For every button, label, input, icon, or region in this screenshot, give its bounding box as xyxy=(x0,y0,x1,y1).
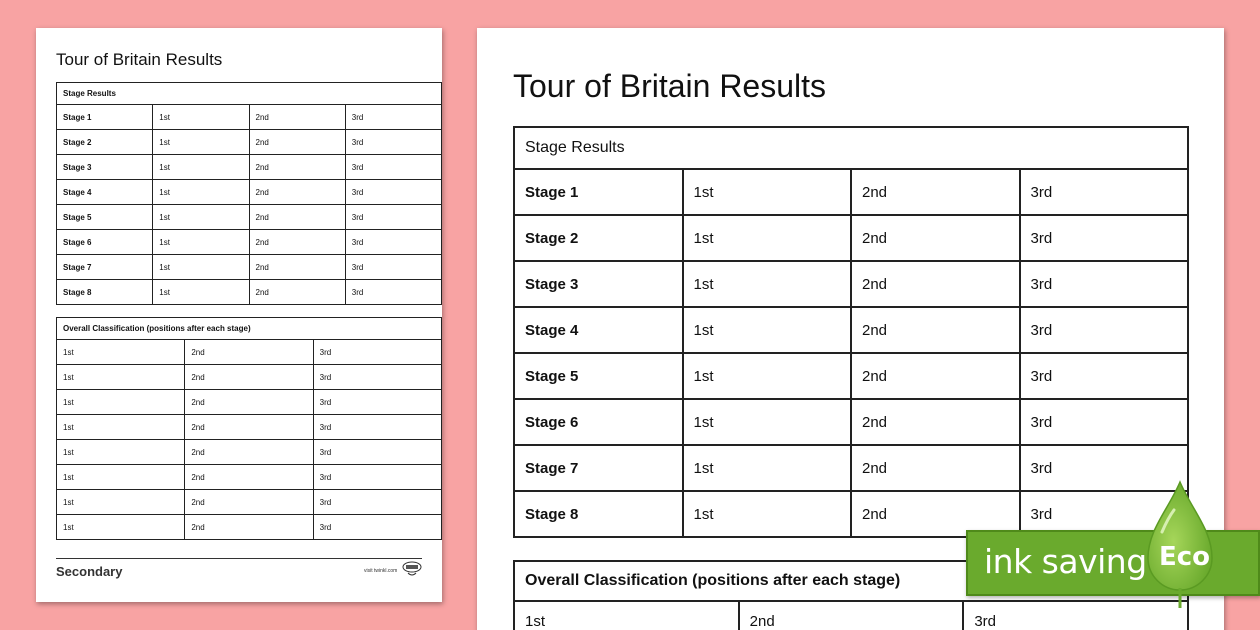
second-cell: 2nd xyxy=(249,280,345,305)
second-cell: 2nd xyxy=(185,390,313,415)
table-row xyxy=(514,261,1188,307)
third-cell: 3rd xyxy=(1020,353,1189,399)
first-cell: 1st xyxy=(514,601,739,630)
table-row xyxy=(514,307,1188,353)
table-row xyxy=(514,215,1188,261)
footer-divider xyxy=(56,558,422,559)
table-row xyxy=(57,340,442,365)
table-row xyxy=(57,490,442,515)
first-cell: 1st xyxy=(57,365,185,390)
second-cell: 2nd xyxy=(185,465,313,490)
first-cell: 1st xyxy=(57,415,185,440)
second-cell: 2nd xyxy=(249,105,345,130)
table-row xyxy=(514,169,1188,215)
second-cell: 2nd xyxy=(851,169,1020,215)
first-cell: 1st xyxy=(57,340,185,365)
third-cell: 3rd xyxy=(345,130,441,155)
third-cell: 3rd xyxy=(313,515,441,540)
first-cell: 1st xyxy=(153,105,249,130)
stage-label: Stage 4 xyxy=(57,180,153,205)
third-cell: 3rd xyxy=(345,205,441,230)
third-cell: 3rd xyxy=(313,340,441,365)
table-row xyxy=(57,415,442,440)
second-cell: 2nd xyxy=(249,230,345,255)
third-cell: 3rd xyxy=(313,390,441,415)
second-cell: 2nd xyxy=(851,445,1020,491)
table-row xyxy=(514,601,1188,630)
table-row xyxy=(57,130,442,155)
stage-results-header: Stage Results xyxy=(57,83,442,105)
third-cell: 3rd xyxy=(345,280,441,305)
ink-saving-label: ink saving xyxy=(984,542,1147,581)
third-cell: 3rd xyxy=(313,490,441,515)
stage-label: Stage 3 xyxy=(514,261,683,307)
stage-label: Stage 5 xyxy=(514,353,683,399)
second-cell: 2nd xyxy=(851,491,1020,537)
third-cell: 3rd xyxy=(1020,491,1189,537)
first-cell: 1st xyxy=(57,465,185,490)
page-title: Tour of Britain Results xyxy=(56,50,223,69)
second-cell: 2nd xyxy=(851,307,1020,353)
second-cell: 2nd xyxy=(185,415,313,440)
first-cell: 1st xyxy=(683,215,852,261)
second-cell: 2nd xyxy=(249,155,345,180)
table-row xyxy=(57,465,442,490)
table-row xyxy=(57,365,442,390)
table-row xyxy=(57,105,442,130)
overall-classification-header: Overall Classification (positions after each stage) xyxy=(57,318,442,340)
overall-classification-table xyxy=(56,317,442,540)
page-title: Tour of Britain Results xyxy=(513,68,827,104)
stage-label: Stage 6 xyxy=(57,230,153,255)
first-cell: 1st xyxy=(57,515,185,540)
first-cell: 1st xyxy=(683,445,852,491)
first-cell: 1st xyxy=(57,490,185,515)
stage-label: Stage 8 xyxy=(57,280,153,305)
stage-label: Stage 7 xyxy=(514,445,683,491)
first-cell: 1st xyxy=(153,205,249,230)
table-row xyxy=(57,205,442,230)
stage-label: Stage 5 xyxy=(57,205,153,230)
first-cell: 1st xyxy=(683,491,852,537)
stage-label: Stage 7 xyxy=(57,255,153,280)
stage-results-table xyxy=(56,82,442,305)
thumbnail-page xyxy=(36,28,442,602)
third-cell: 3rd xyxy=(313,440,441,465)
stage-label: Stage 8 xyxy=(514,491,683,537)
footer-site: visit twinkl.com xyxy=(364,568,398,574)
third-cell: 3rd xyxy=(1020,445,1189,491)
second-cell: 2nd xyxy=(249,255,345,280)
first-cell: 1st xyxy=(683,307,852,353)
first-cell: 1st xyxy=(153,130,249,155)
footer-level: Secondary xyxy=(56,564,123,579)
third-cell: 3rd xyxy=(313,365,441,390)
stage-label: Stage 3 xyxy=(57,155,153,180)
first-cell: 1st xyxy=(153,255,249,280)
first-cell: 1st xyxy=(57,440,185,465)
third-cell: 3rd xyxy=(345,180,441,205)
stage-label: Stage 1 xyxy=(57,105,153,130)
second-cell: 2nd xyxy=(851,261,1020,307)
second-cell: 2nd xyxy=(249,205,345,230)
stage-label: Stage 2 xyxy=(514,215,683,261)
table-row xyxy=(57,280,442,305)
second-cell: 2nd xyxy=(185,440,313,465)
second-cell: 2nd xyxy=(851,399,1020,445)
second-cell: 2nd xyxy=(249,130,345,155)
table-row xyxy=(514,353,1188,399)
eco-drop-icon xyxy=(1140,480,1220,610)
brand-logo-icon xyxy=(402,560,422,578)
third-cell: 3rd xyxy=(1020,215,1189,261)
first-cell: 1st xyxy=(153,155,249,180)
third-cell: 3rd xyxy=(345,255,441,280)
third-cell: 3rd xyxy=(313,415,441,440)
second-cell: 2nd xyxy=(851,215,1020,261)
first-cell: 1st xyxy=(683,261,852,307)
third-cell: 3rd xyxy=(345,155,441,180)
overall-classification-header: Overall Classification (positions after each stage) xyxy=(514,561,1188,601)
first-cell: 1st xyxy=(683,169,852,215)
table-row xyxy=(514,399,1188,445)
table-row xyxy=(57,230,442,255)
table-row xyxy=(57,515,442,540)
table-row xyxy=(57,255,442,280)
first-cell: 1st xyxy=(683,353,852,399)
table-row xyxy=(57,180,442,205)
second-cell: 2nd xyxy=(185,515,313,540)
stage-label: Stage 2 xyxy=(57,130,153,155)
table-row xyxy=(514,445,1188,491)
second-cell: 2nd xyxy=(185,365,313,390)
stage-label: Stage 4 xyxy=(514,307,683,353)
second-cell: 2nd xyxy=(185,340,313,365)
table-row xyxy=(57,390,442,415)
second-cell: 2nd xyxy=(249,180,345,205)
table-row xyxy=(57,155,442,180)
stage-results-header: Stage Results xyxy=(514,127,1188,169)
first-cell: 1st xyxy=(153,280,249,305)
third-cell: 3rd xyxy=(345,105,441,130)
third-cell: 3rd xyxy=(1020,399,1189,445)
third-cell: 3rd xyxy=(1020,169,1189,215)
third-cell: 3rd xyxy=(313,465,441,490)
first-cell: 1st xyxy=(153,180,249,205)
second-cell: 2nd xyxy=(739,601,964,630)
stage-label: Stage 6 xyxy=(514,399,683,445)
first-cell: 1st xyxy=(153,230,249,255)
first-cell: 1st xyxy=(57,390,185,415)
stage-results-table xyxy=(513,126,1189,538)
third-cell: 3rd xyxy=(345,230,441,255)
second-cell: 2nd xyxy=(851,353,1020,399)
first-cell: 1st xyxy=(683,399,852,445)
third-cell: 3rd xyxy=(963,601,1188,630)
third-cell: 3rd xyxy=(1020,307,1189,353)
second-cell: 2nd xyxy=(185,490,313,515)
stage-label: Stage 1 xyxy=(514,169,683,215)
table-row xyxy=(57,440,442,465)
eco-label: Eco xyxy=(1159,542,1211,572)
third-cell: 3rd xyxy=(1020,261,1189,307)
